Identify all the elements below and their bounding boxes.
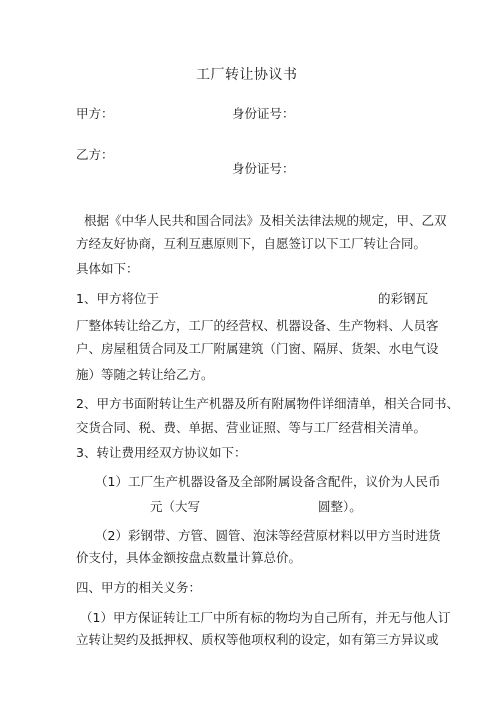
intro-line-2: 方经友好协商，互利互惠原则下，自愿签订以下工厂转让合同。 bbox=[76, 236, 427, 251]
item-1-line-1: 1、甲方将位于 bbox=[76, 291, 159, 306]
item-3-sub-2-line-2: 价支付，具体金额按盘点数量计算总价。 bbox=[76, 550, 302, 565]
item-3-sub-1-line-2b: 圆整）。 bbox=[318, 499, 362, 514]
item-3-sub-1-line-2a: 元（大写 bbox=[150, 499, 201, 514]
item-1-line-2: 厂整体转让给乙方，工厂的经营权、机器设备、生产物料、人员客 bbox=[76, 318, 439, 333]
section-4-item-1-line-1: （1）甲方保证转让工厂中所有标的物均为自己所有，并无与他人订 bbox=[80, 610, 451, 625]
party-b-label: 乙方： bbox=[76, 147, 114, 162]
item-2-line-2: 交货合同、税、费、单据、营业证照、等与工厂经营相关清单。 bbox=[76, 420, 427, 435]
item-3-line-1: 3、转让费用经双方协议如下： bbox=[76, 445, 247, 460]
document-title: 工厂转让协议书 bbox=[196, 67, 298, 83]
party-a-id-label: 身份证号： bbox=[232, 106, 295, 121]
intro-line-1: 根据《中华人民共和国合同法》及相关法律法规的规定，甲、乙双 bbox=[84, 213, 447, 228]
party-b-id-label: 身份证号： bbox=[232, 161, 295, 176]
item-1-line-3: 户、房屋租赁合同及工厂附属建筑（门窗、隔屏、货架、水电气设 bbox=[76, 341, 439, 356]
item-3-sub-1-line-1: （1）工厂生产机器设备及全部附属设备含配件，议价为人民币 bbox=[95, 474, 441, 489]
section-4-heading: 四、甲方的相关义务： bbox=[76, 580, 202, 595]
party-a-label: 甲方： bbox=[76, 106, 114, 121]
section-4-item-1-line-2: 立转让契约及抵押权、质权等他项权利的设定，如有第三方异议或 bbox=[76, 632, 439, 647]
item-3-sub-2-line-1: （2）彩钢带、方管、圆管、泡沫等经营原材料以甲方当时进货 bbox=[95, 528, 441, 543]
item-2-line-1: 2、甲方书面附转让生产机器及所有附属物件详细清单，相关合同书、 bbox=[76, 396, 459, 411]
item-1-line-4: 施）等随之转让给乙方。 bbox=[76, 367, 214, 382]
details-heading: 具体如下： bbox=[76, 261, 139, 276]
item-1-line-1-tail: 的彩钢瓦 bbox=[378, 291, 429, 306]
